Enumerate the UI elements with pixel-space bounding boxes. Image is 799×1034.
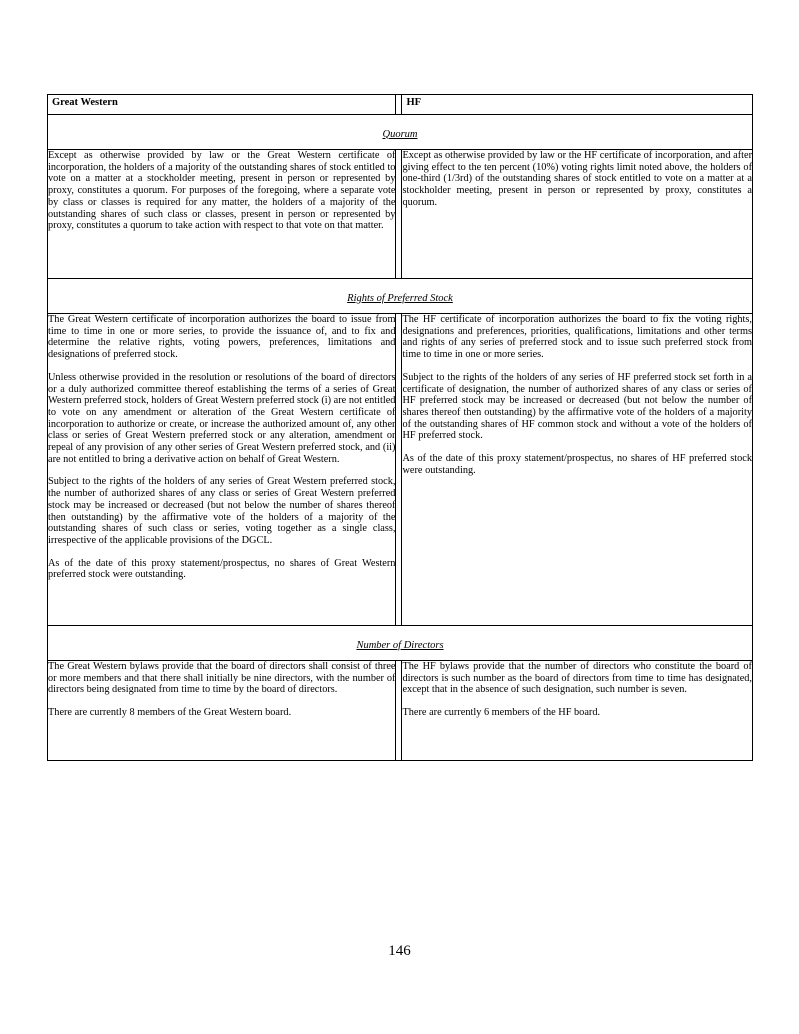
section-title: Quorum — [48, 115, 753, 150]
section-body-row-preferred — [48, 314, 753, 626]
header-hf: HF — [402, 95, 753, 115]
great-western-cell — [48, 661, 396, 761]
section-title-row-directors — [48, 626, 753, 661]
paragraph: Except as otherwise provided by law or the HF certificate of incorporation, and after giving effect to the ten percent (10%) voting rights limit noted above, the holders of one-third (1/3rd) of the outstanding shares of stock entitled to vote on a matter at a stockholder meeting, present in person or represented by proxy, constitutes a quorum. — [402, 150, 752, 208]
hf-cell — [402, 661, 753, 761]
section-title: Rights of Preferred Stock — [48, 279, 753, 314]
header-great-western: Great Western — [48, 95, 396, 115]
section-title-row-preferred — [48, 279, 753, 314]
paragraph: Unless otherwise provided in the resolution or resolutions of the board of directors or a duly authorized committee thereof establishing the terms of a series of Great Western preferred stock, holders of Great Western preferred stock (i) are not entitled to vote on any amendment or alteration of the Great Western certificate of incorporation to authorize or create, or increase the authorized amount of, any other class or series of Great Western preferred stock or any alteration, amendment or repeal of any provision of any other series of Great Western preferred stock, and (ii) are not entitled to bring a derivative action on behalf of Great Western. — [48, 371, 396, 465]
paragraph: There are currently 6 members of the HF board. — [402, 707, 601, 719]
section-title: Number of Directors — [48, 626, 753, 661]
hf-cell — [402, 150, 753, 279]
great-western-cell — [48, 150, 396, 279]
comparison-table — [47, 94, 753, 761]
section-body-row-quorum — [48, 150, 753, 279]
paragraph: Except as otherwise provided by law or the Great Western certificate of incorporation, the holders of a majority of the outstanding shares of stock entitled to vote on a matter at a stockholder meeting, present in person or represented by proxy, constitutes a quorum. For purposes of the foregoing, where a separate vote by class or classes is required for any matter, the holders of a majority of the outstanding shares of such class or classes, present in person or represented by proxy, constitutes a quorum to take action with respect to that vote on that matter. — [48, 150, 396, 232]
paragraph: Subject to the rights of the holders of any series of Great Western preferred stock, the number of authorized shares of any class or series of Great Western preferred stock may be increased or decreased (but not below the number of shares thereof then outstanding) by the affirmative vote of the holders of a majority of the outstanding shares of such class or series, voting together as a single class, irrespective of the applicable provisions of the DGCL. — [48, 476, 396, 546]
paragraph: The HF bylaws provide that the number of directors who constitute the board of directors is such number as the board of directors from time to time has designated, except that in the absence of such designation, such number is seven. — [402, 661, 752, 696]
section-body-row-directors — [48, 661, 753, 761]
paragraph: The HF certificate of incorporation authorizes the board to fix the voting rights, designations and preferences, priorities, qualifications, limitations and other terms and rights of any series of preferred stock and to issue such preferred stock from time to time in one or more series. — [402, 314, 752, 361]
great-western-cell — [48, 314, 396, 626]
paragraph: Subject to the rights of the holders of any series of HF preferred stock set forth in a certificate of designation, the number of authorized shares of any class or series of HF preferred stock may be increased or decreased (but not below the number of shares thereof then outstanding) by the affirmative vote of the holders of a majority of the outstanding shares of HF common stock and without a vote of the holders of HF preferred stock. — [402, 371, 752, 442]
paragraph: There are currently 8 members of the Great Western board. — [48, 707, 292, 719]
paragraph: As of the date of this proxy statement/prospectus, no shares of HF preferred stock were outstanding. — [402, 453, 752, 476]
section-title-row-quorum — [48, 115, 753, 150]
page-number: 146 — [388, 943, 411, 959]
table-header-row — [48, 95, 753, 115]
hf-cell — [402, 314, 753, 626]
paragraph: The Great Western bylaws provide that the board of directors shall consist of three or more members and that there shall initially be nine directors, with the number of directors being designated from time to time by the board of directors. — [48, 661, 396, 696]
paragraph: The Great Western certificate of incorporation authorizes the board to issue from time to time in one or more series, to provide the issuance of, and to fix and determine the relative rights, voting powers, preferences, limitations and designations of preferred stock. — [48, 314, 396, 361]
paragraph: As of the date of this proxy statement/prospectus, no shares of Great Western preferred stock were outstanding. — [48, 557, 396, 581]
